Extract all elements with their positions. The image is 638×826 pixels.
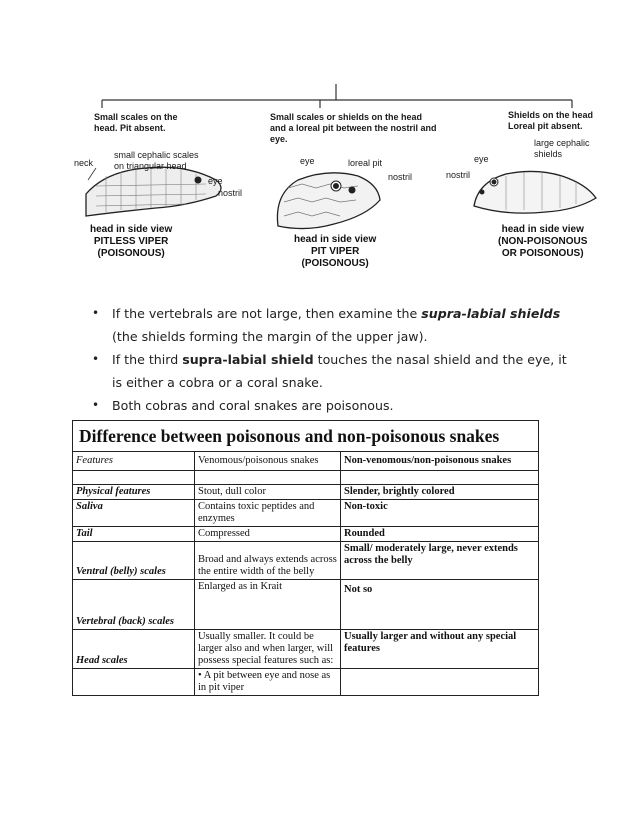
table-row (73, 630, 539, 669)
label-nostril-pitless: nostril (218, 188, 243, 198)
label-neck: neck (74, 158, 94, 168)
header-features: Features (73, 452, 195, 471)
header-venomous: Venomous/poisonous snakes (195, 452, 341, 471)
cell-nonvenomous: Small/ moderately large, never extends across the belly (341, 542, 539, 580)
pit-viper-head (277, 173, 380, 229)
table-title: Difference between poisonous and non-poisonous snakes (73, 421, 539, 452)
label-pit-header: Small scales or shields on the head and a loreal pit between the nostril and eye. (270, 112, 437, 144)
table-row (73, 527, 539, 542)
label-nostril-nonpoison: nostril (446, 170, 471, 180)
cell-feature: Vertebral (back) scales (73, 580, 195, 630)
cell-nonvenomous: Not so (341, 580, 539, 630)
bullet-item: • If the vertebrals are not large, then examine the supra-labial shields (the shields forming the margin of the upper jaw). (92, 302, 570, 348)
cell-feature: Saliva (73, 500, 195, 527)
cell-venomous: Broad and always extends across the entire width of the belly (195, 542, 341, 580)
table-row (73, 500, 539, 527)
label-pitless-header: Small scales on the head. Pit absent. (94, 112, 178, 133)
label-nonpoison-header: Shields on the head Loreal pit absent. (508, 110, 594, 131)
label-loreal-pit: loreal pit (348, 158, 383, 168)
non-poisonous-head (474, 171, 596, 213)
cell-nonvenomous (341, 669, 539, 696)
label-large-cephalic: large cephalic shields (534, 138, 590, 159)
cell-nonvenomous: Slender, brightly colored (341, 485, 539, 500)
cell-feature: Head scales (73, 630, 195, 669)
cell-venomous: Usually smaller. It could be larger also and when larger, will possess special features such as: (195, 630, 341, 669)
table-title-row (73, 421, 539, 452)
cell-feature (73, 669, 195, 696)
cell-feature: Physical features (73, 485, 195, 500)
bullet-dot: • (92, 306, 100, 320)
table-spacer-row (73, 471, 539, 485)
cell-nonvenomous: Non-toxic (341, 500, 539, 527)
cell-feature: Tail (73, 527, 195, 542)
label-small-cephalic: small cephalic scales on triangular head (114, 150, 199, 171)
cell-venomous: Enlarged as in Krait (195, 580, 341, 630)
label-eye-pitless: eye (208, 176, 223, 186)
cell-venomous: Compressed (195, 527, 341, 542)
label-eye-pit: eye (300, 156, 315, 166)
caption-pit-viper: head in side view PIT VIPER (POISONOUS) (294, 234, 377, 269)
bullet-item: • Both cobras and coral snakes are poisonous. (92, 394, 570, 417)
bullet-item: • If the third supra-labial shield touches the nasal shield and the eye, it is either a cobra or a coral snake. (92, 348, 570, 394)
cell-venomous: Stout, dull color (195, 485, 341, 500)
caption-non-poisonous: head in side view (NON-POISONOUS OR POISONOUS) (498, 224, 588, 259)
bullet-dot: • (92, 398, 100, 412)
caption-pitless-viper: head in side view PITLESS VIPER (POISONOUS) (90, 224, 173, 259)
emphasis-text: supra-labial shields (421, 306, 561, 321)
cell-venomous: • A pit between eye and nose as in pit viper (195, 669, 341, 696)
cell-venomous: Contains toxic peptides and enzymes (195, 500, 341, 527)
snake-head-figure (66, 76, 606, 272)
pitless-viper-head (86, 167, 221, 216)
header-nonvenomous: Non-venomous/non-poisonous snakes (341, 452, 539, 471)
label-nostril-pit: nostril (388, 172, 413, 182)
emphasis-text: supra-labial shield (182, 352, 314, 367)
cell-feature: Ventral (belly) scales (73, 542, 195, 580)
bullet-dot: • (92, 352, 100, 366)
table-row (73, 669, 539, 696)
table-header-row (73, 452, 539, 471)
table-row (73, 580, 539, 630)
table-row (73, 485, 539, 500)
table-row (73, 542, 539, 580)
cell-nonvenomous: Usually larger and without any special features (341, 630, 539, 669)
label-eye-nonpoison: eye (474, 154, 489, 164)
cell-nonvenomous: Rounded (341, 527, 539, 542)
comparison-table (72, 420, 539, 696)
bullet-list (92, 302, 570, 417)
